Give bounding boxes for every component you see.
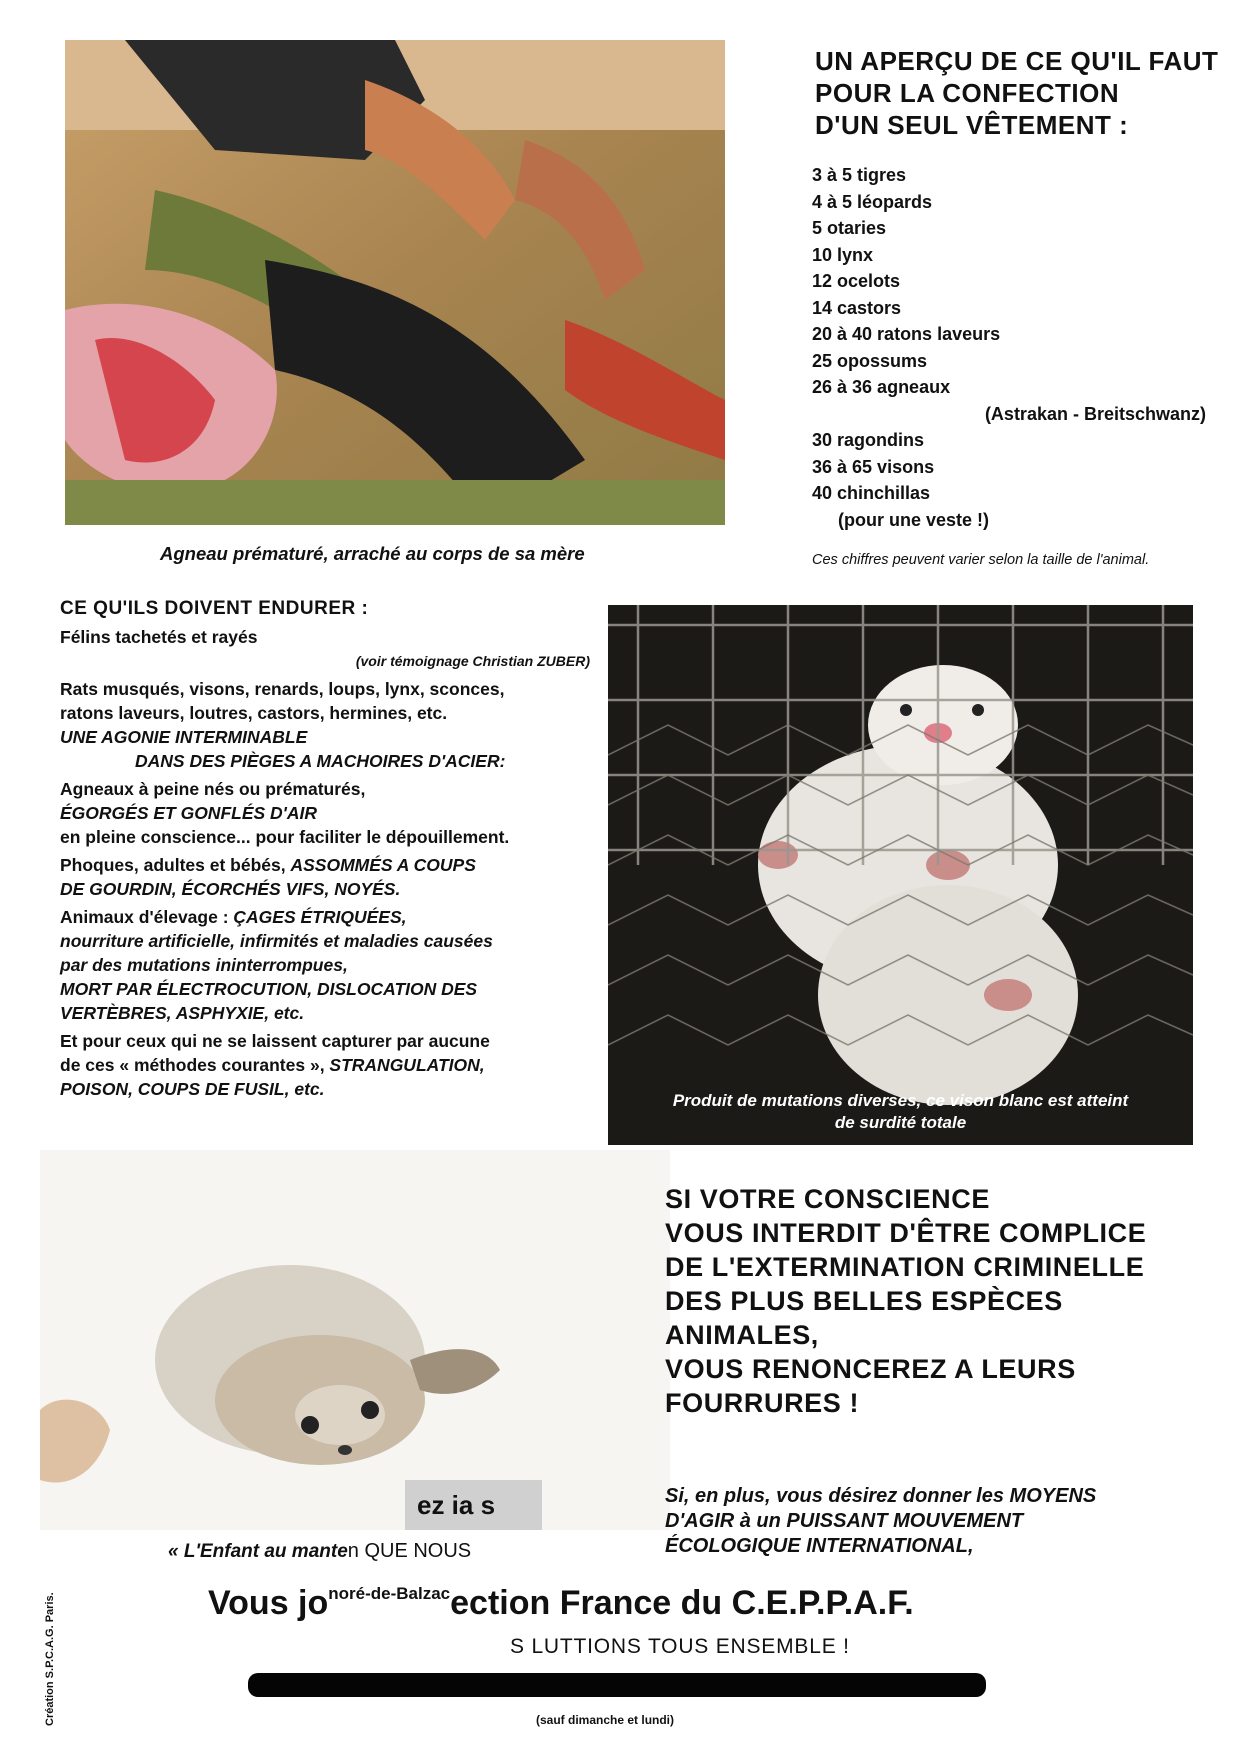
luttions-line: S LUTTIONS TOUS ENSEMBLE !	[510, 1635, 850, 1658]
suffering-text-block	[60, 597, 600, 1101]
list-item: (Astrakan - Breitschwanz)	[984, 403, 1206, 424]
section-heading: CE QU'ILS DOIVENT ENDURER :	[60, 598, 369, 619]
seal-pup-photo	[40, 1150, 670, 1530]
list-item: 36 à 65 visons	[812, 456, 935, 477]
seals-text: Phoques, adultes et bébés,	[60, 855, 291, 875]
mink-photo-caption	[608, 1090, 1193, 1134]
appeal-block	[665, 1182, 1146, 1420]
appeal-line: DES PLUS BELLES ESPÈCES	[665, 1286, 1063, 1316]
seals-line	[60, 853, 600, 877]
join-text: Vous jo	[208, 1584, 329, 1622]
farm-animals-line: nourriture artificielle, infirmités et maladies causées	[60, 931, 493, 951]
patch-overlay-text: n QUE NOUS	[347, 1540, 472, 1562]
list-item: 26 à 36 agneaux	[812, 377, 951, 397]
appeal-line: SI VOTRE CONSCIENCE	[665, 1184, 990, 1214]
list-item: 12 ocelots	[812, 271, 901, 291]
covering-patch	[405, 1480, 542, 1530]
list-item: 5 otaries	[812, 218, 887, 238]
lambs-line: Agneaux à peine nés ou prématurés,	[60, 779, 366, 799]
agony-line: UNE AGONIE INTERMINABLE	[60, 727, 308, 747]
seals-emphasis: ASSOMMÉS A COUPS	[290, 855, 476, 875]
appeal-line: ANIMALES,	[665, 1320, 819, 1350]
felins-line: Félins tachetés et rayés	[60, 627, 258, 647]
temoignage-reference: (voir témoignage Christian ZUBER)	[355, 653, 590, 669]
capture-line	[60, 1053, 600, 1077]
capture-line: Et pour ceux qui ne se laissent capturer par aucune	[60, 1031, 490, 1051]
supply-heading-line: D'UN SEUL VÊTEMENT :	[815, 110, 1129, 140]
lamb-photo-illustration	[65, 40, 725, 525]
appeal-line: VOUS INTERDIT D'ÊTRE COMPLICE	[665, 1218, 1147, 1248]
agony-line: DANS DES PIÈGES A MACHOIRES D'ACIER:	[135, 751, 506, 771]
seal-pup-illustration	[40, 1150, 670, 1530]
farm-text: Animaux d'élevage :	[60, 907, 234, 927]
lambs-line: en pleine conscience... pour faciliter le dépouillement.	[60, 827, 510, 847]
supply-heading-line: POUR LA CONFECTION	[815, 78, 1120, 108]
membership-line: Si, en plus, vous désirez donner les MOYENS	[665, 1485, 1097, 1507]
lamb-photo	[65, 40, 725, 525]
seal-photo-caption	[168, 1540, 471, 1563]
trapped-animals-line: ratons laveurs, loutres, castors, hermines, etc.	[60, 703, 448, 723]
join-overlay-text: noré-de-Balzac	[328, 1584, 451, 1603]
capture-emphasis: STRANGULATION,	[329, 1055, 485, 1075]
farm-animals-line: MORT PAR ÉLECTROCUTION, DISLOCATION DES	[60, 979, 478, 999]
mink-photo-illustration	[608, 605, 1193, 1145]
list-item: 40 chinchillas	[812, 483, 931, 503]
seals-line: DE GOURDIN, ÉCORCHÉS VIFS, NOYÉS.	[60, 879, 401, 899]
list-item: 10 lynx	[812, 244, 874, 265]
join-text-end: ection France du C.E.P.P.A.F.	[450, 1584, 914, 1622]
capture-text: de ces « méthodes courantes »,	[60, 1055, 330, 1075]
membership-appeal	[665, 1484, 1096, 1559]
appeal-line: DE L'EXTERMINATION CRIMINELLE	[665, 1252, 1145, 1282]
supply-heading-line: UN APERÇU DE CE QU'IL FAUT	[815, 46, 1219, 76]
list-item: 14 castors	[812, 297, 902, 318]
list-item: 3 à 5 tigres	[812, 165, 907, 185]
membership-line: D'AGIR à un PUISSANT MOUVEMENT	[665, 1510, 1024, 1532]
farm-animals-line	[60, 905, 600, 929]
membership-line: ÉCOLOGIQUE INTERNATIONAL,	[665, 1535, 974, 1557]
farm-animals-line: VERTÈBRES, ASPHYXIE, etc.	[60, 1003, 305, 1023]
patch-text: ez ia s	[417, 1490, 496, 1520]
mink-photo	[608, 605, 1193, 1145]
join-line	[208, 1584, 914, 1623]
mink-caption-line: de surdité totale	[834, 1113, 967, 1132]
seal-caption-text: « L'Enfant au mante	[168, 1541, 348, 1562]
appeal-line: FOURRURES !	[665, 1388, 860, 1418]
list-item: (pour une veste !)	[838, 509, 990, 530]
redaction-bar	[248, 1673, 986, 1697]
opening-hours-note: (sauf dimanche et lundi)	[536, 1713, 675, 1727]
credit-text: Création S.P.C.A.G. Paris.	[44, 1592, 56, 1726]
animal-quantity-list	[812, 162, 1212, 533]
supply-heading	[815, 45, 1218, 141]
size-variation-note: Ces chiffres peuvent varier selon la taille de l'animal.	[812, 552, 1150, 568]
lamb-photo-caption: Agneau prématuré, arraché au corps de sa mère	[160, 543, 585, 564]
farm-animals-line: par des mutations ininterrompues,	[60, 955, 348, 975]
appeal-line: VOUS RENONCEREZ A LEURS	[665, 1354, 1076, 1384]
list-item: 4 à 5 léopards	[812, 191, 933, 212]
trapped-animals-line: Rats musqués, visons, renards, loups, lynx, sconces,	[60, 679, 505, 699]
mink-caption-line: Produit de mutations diverses, ce vison blanc est atteint	[672, 1091, 1129, 1110]
capture-line: POISON, COUPS DE FUSIL, etc.	[60, 1079, 325, 1099]
farm-emphasis: ÇAGES ÉTRIQUÉES,	[233, 907, 407, 927]
list-item: 30 ragondins	[812, 430, 925, 450]
list-item: 20 à 40 ratons laveurs	[812, 324, 1001, 344]
lambs-line: ÉGORGÉS ET GONFLÉS D'AIR	[60, 803, 317, 823]
list-item: 25 opossums	[812, 350, 928, 371]
